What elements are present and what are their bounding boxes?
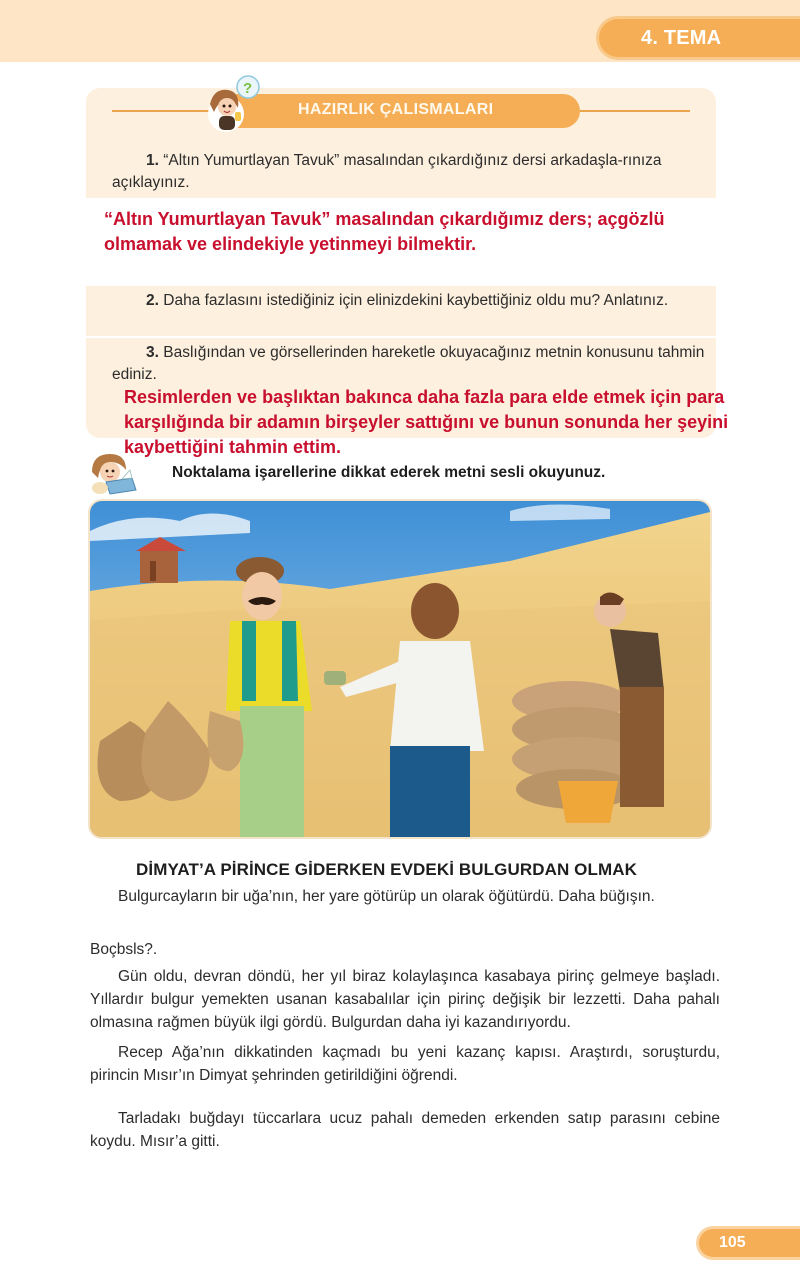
theme-tab [596, 16, 800, 60]
story-title: DİMYAT’A PİRİNCE GİDERKEN EVDEKİ BULGURDAN OLMAK [136, 860, 637, 879]
theme-label: 4. TEMA [641, 27, 722, 49]
question-2-number: 2. [146, 292, 159, 309]
question-1-number: 1. [146, 152, 159, 169]
question-1 [112, 150, 712, 194]
question-2-text: Daha fazlasını istediğiniz için elinizdekini kaybettiğiniz oldu mu? Anlatınız. [163, 292, 669, 309]
girl-question-mascot-icon [200, 74, 262, 134]
page-number-tab [696, 1226, 800, 1260]
page-number: 105 [719, 1234, 746, 1251]
story-paragraph-3: Gün oldu, devran döndü, her yıl biraz kolaylaşınca kasabaya pirinç gelmeye başladı. Yıllardır bulgur yemekten usanan kasabalılar için pirinç değişik bir lezzetti. Daha pahalı olmasına rağmen büyük ilgi gördü. Bulgurdan daha iyi kazandırıyordu. [90, 968, 720, 1031]
reading-instruction: Noktalama işarellerine dikkat ederek metni sesli okuyunuz. [172, 464, 606, 481]
story-paragraph-5: Tarladakı buğdayı tüccarlara ucuz pahalı demeden erkenden satıp parasını cebine koydu. Mısır’a gitti. [90, 1110, 720, 1150]
question-3 [112, 342, 712, 386]
question-2 [112, 290, 712, 312]
girl-reading-mascot-icon [86, 450, 146, 496]
story-illustration [88, 499, 712, 839]
question-3-number: 3. [146, 344, 159, 361]
question-3-text: Baslığından ve görsellerinden hareketle okuyacağınız metnin konusunu tahmin ediniz. [112, 344, 705, 383]
story-paragraph-2: Boçbsls?. [90, 941, 158, 958]
preparation-title: HAZIRLIK ÇALISMALARI [298, 101, 494, 118]
svg-text:?: ? [243, 80, 253, 97]
preparation-heading [222, 94, 580, 128]
story-paragraph-4: Recep Ağa’nın dikkatinden kaçmadı bu yeni kazanç kapısı. Araştırdı, soruşturdu, pirincin Mısır’ın Dimyat şehrinden getirildiğini öğrendi. [90, 1044, 720, 1084]
answer-3: Resimlerden ve başlıktan bakınca daha fazla para elde etmek için para karşılığında bir adamın birşeyler sattığını ve bunun sonunda her şeyini kaybettiğini tahmin ettim. [124, 387, 729, 457]
answer-1: “Altın Yumurtlayan Tavuk” masalından çıkardığımız ders; açgözlü olmamak ve elindekiyle yetinmeyi bilmektir. [104, 209, 665, 254]
story-paragraph-1: Bulgurcayların bir uğa’nın, her yare götürüp un olarak öğütürdü. Daha büğışın. [118, 888, 655, 905]
heading-rule-right [580, 110, 690, 112]
question-1-text: “Altın Yumurtlayan Tavuk” masalından çıkardığınız dersi arkadaşla-rınıza açıklayınız. [112, 152, 662, 191]
